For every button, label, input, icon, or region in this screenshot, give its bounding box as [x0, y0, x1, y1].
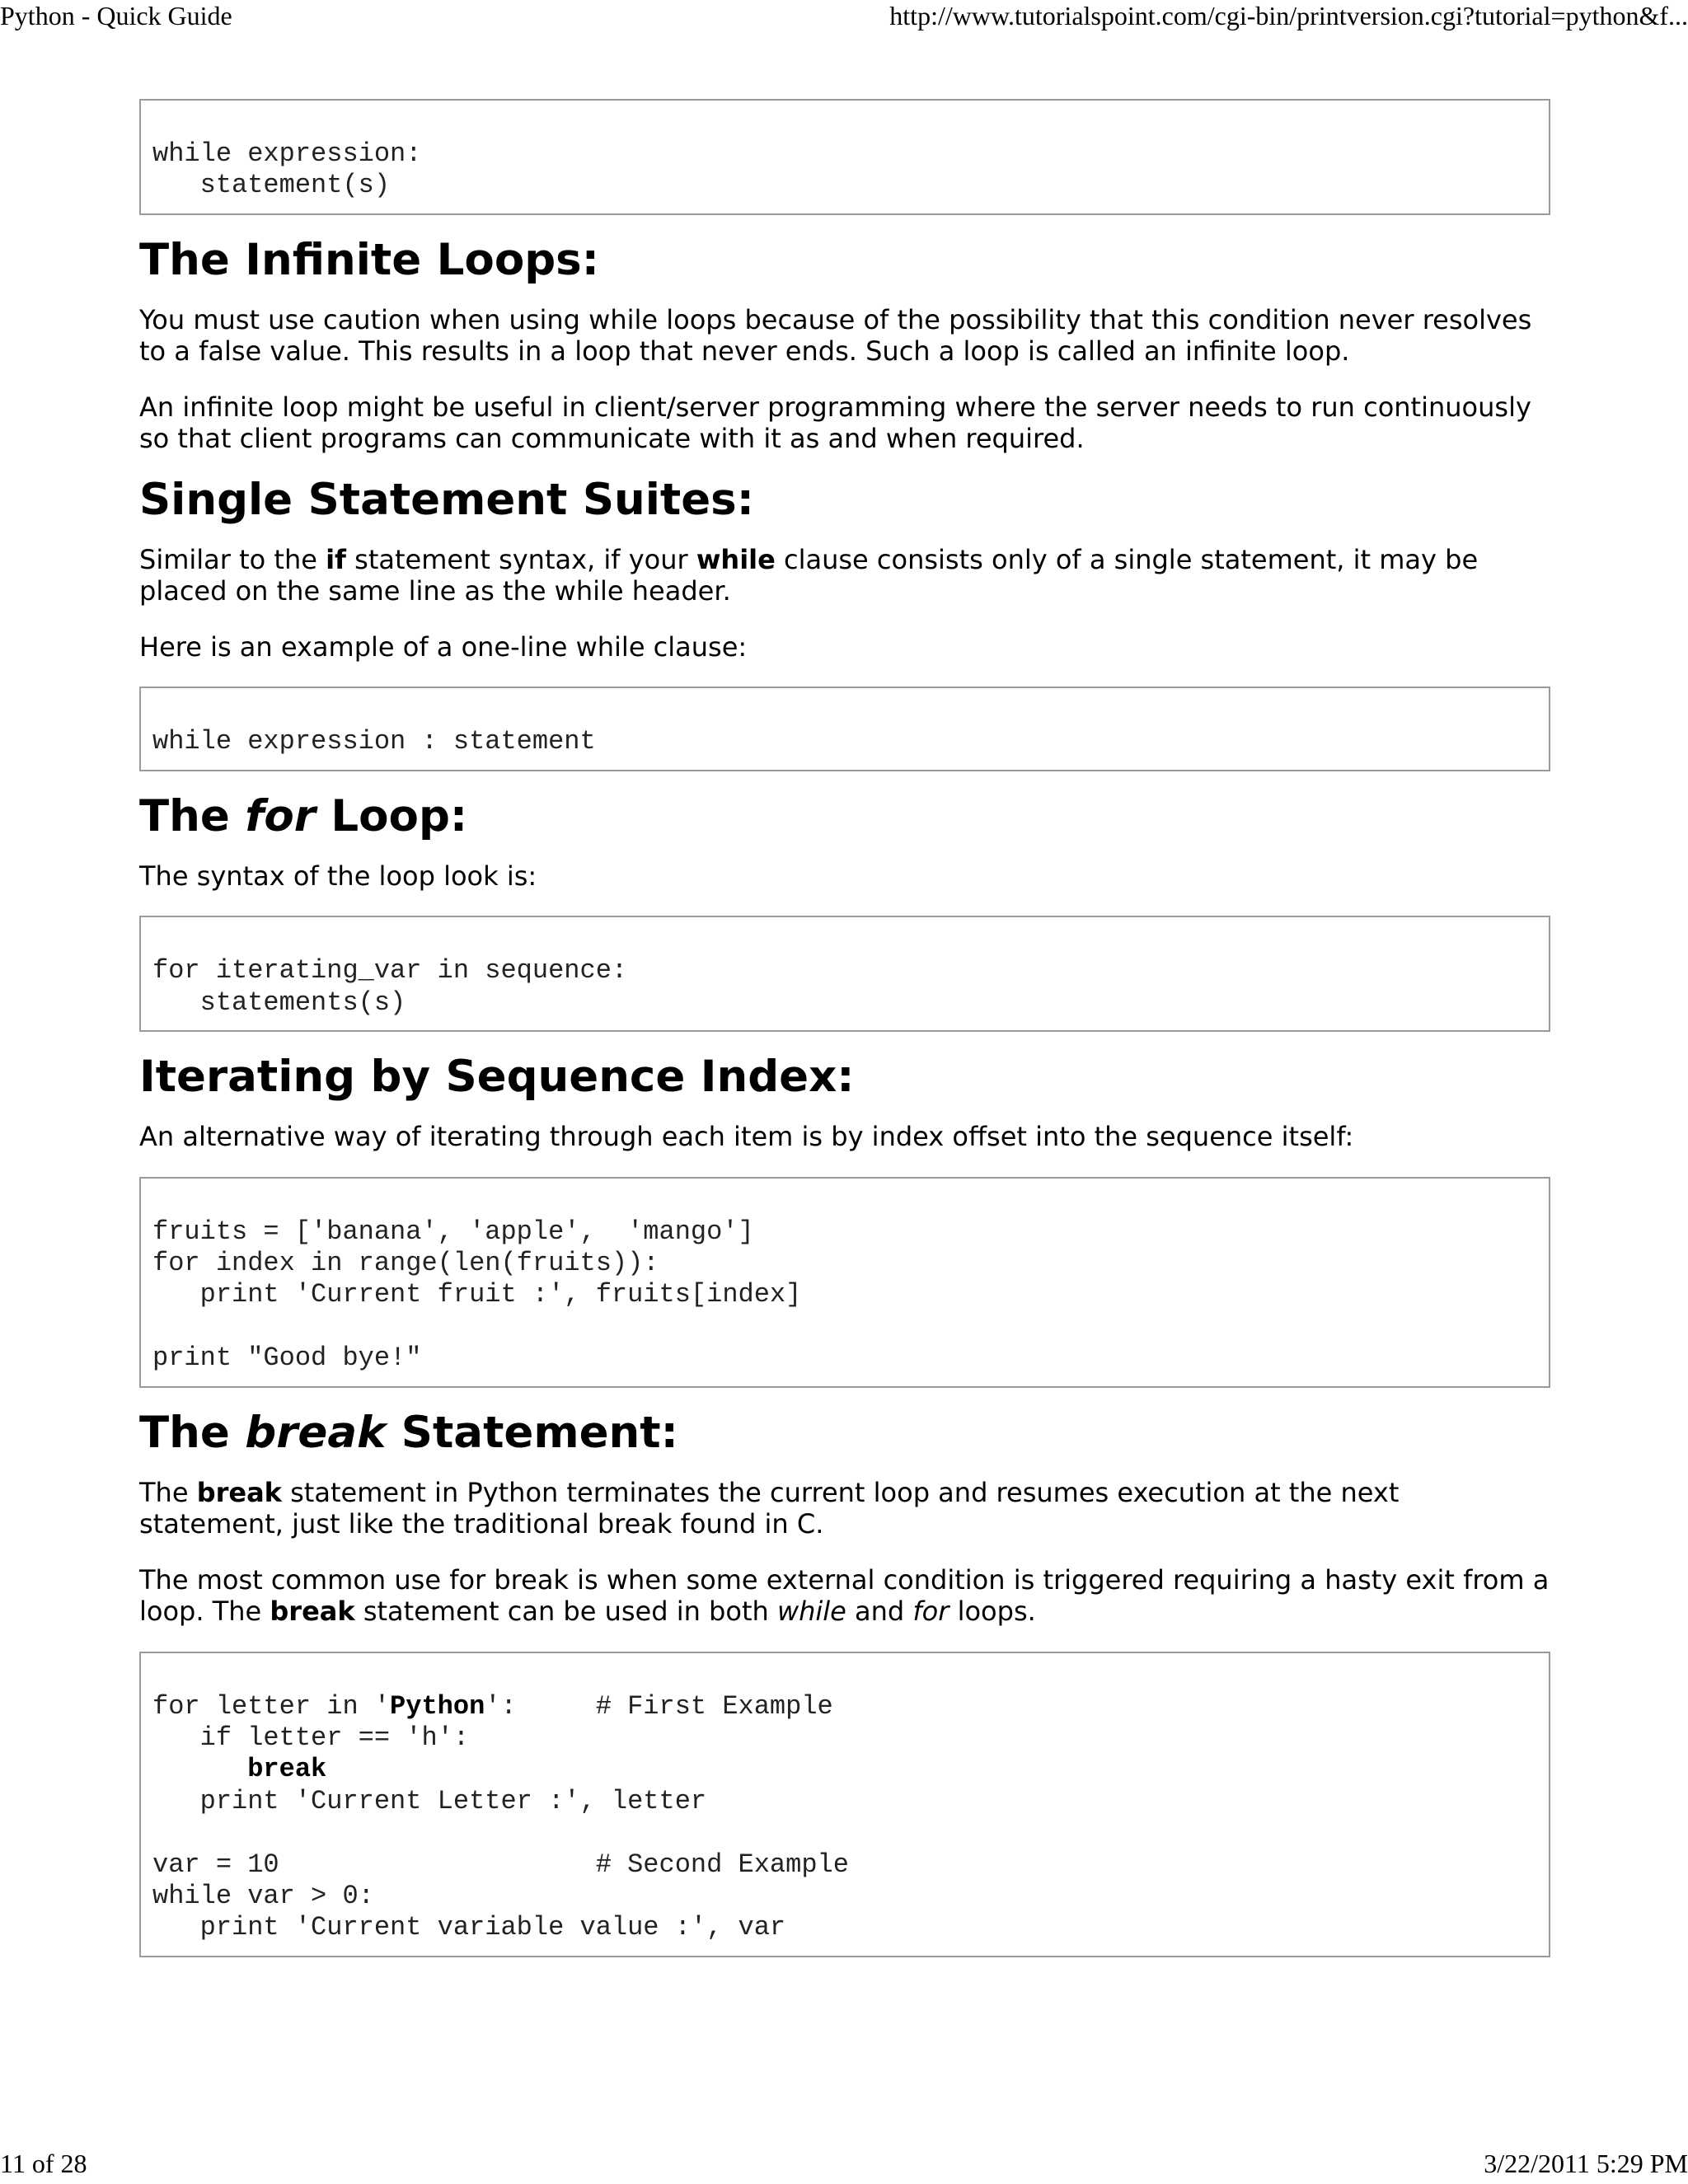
paragraph-index-1: An alternative way of iterating through each item is by index offset into the sequence itself: — [139, 1121, 1354, 1153]
heading-infinite-loops: The Infinite Loops: — [139, 234, 599, 285]
code-line: print 'Current Letter :', letter — [152, 1785, 707, 1816]
code-line: print 'Current fruit :', fruits[index] — [152, 1279, 802, 1310]
paragraph-break-2: The most common use for break is when some external condition is triggered requiring a hasty exit from a loop. The break statement can be used in both while and for loops. — [139, 1563, 1550, 1628]
document-body — [139, 99, 1550, 1957]
print-footer-page: 11 of 28 — [0, 2149, 87, 2178]
paragraph-for-1: The syntax of the loop look is: — [139, 860, 537, 892]
code-line: for iterating_var in sequence: — [152, 955, 628, 987]
code-line: print 'Current variable value :', var — [152, 1912, 786, 1943]
code-line: if letter == 'h': — [152, 1722, 470, 1753]
paragraph-single-2: Here is an example of a one-line while clause: — [139, 630, 748, 663]
code-line: while var > 0: — [152, 1881, 374, 1911]
paragraph-infinite-1: You must use caution when using while loops because of the possibility that this condition never resolves to a false value. This results in a loop that never ends. Such a loop is called an infinite loop. — [139, 303, 1532, 368]
code-line: print "Good bye!" — [152, 1343, 422, 1374]
paragraph-infinite-2: An infinite loop might be useful in client/server programming where the server needs to run continuously so that client programs can communicate with it as and when required. — [139, 391, 1531, 455]
code-line: statement(s) — [152, 170, 391, 201]
heading-break-statement: The break Statement: — [139, 1407, 678, 1458]
code-block-break-example — [139, 1652, 1550, 1957]
paragraph-single-1: Similar to the if statement syntax, if your while clause consists only of a single statement, it may be placed on the same line as the while header. — [139, 543, 1479, 607]
code-block-one-line-while — [139, 687, 1550, 771]
code-line: while expression: — [152, 138, 422, 169]
print-footer-datetime: 3/22/2011 5:29 PM — [1484, 2149, 1688, 2178]
code-line: var = 10 # Second Example — [152, 1849, 849, 1880]
heading-for-loop: The for Loop: — [139, 790, 468, 841]
paragraph-break-1: The break statement in Python terminates the current loop and resumes execution at the next statement, just like the traditional break found in C. — [139, 1476, 1400, 1540]
print-header-title: Python - Quick Guide — [0, 1, 232, 30]
heading-single-statement-suites: Single Statement Suites: — [139, 474, 754, 525]
code-block-while-syntax — [139, 99, 1550, 215]
code-line: while expression : statement — [152, 726, 596, 757]
code-line: for index in range(len(fruits)): — [152, 1247, 659, 1278]
code-line-keyword: break — [247, 1754, 327, 1785]
code-line: fruits = ['banana', 'apple', 'mango'] — [152, 1216, 754, 1247]
code-block-for-syntax — [139, 916, 1550, 1032]
code-block-index-example — [139, 1177, 1550, 1388]
print-header-url: http://www.tutorialspoint.com/cgi-bin/printversion.cgi?tutorial=python&f... — [889, 1, 1688, 30]
heading-iterating-by-sequence-index: Iterating by Sequence Index: — [139, 1052, 855, 1103]
code-line: for letter in 'Python': # First Example — [152, 1690, 833, 1722]
code-line: statements(s) — [152, 987, 406, 1018]
